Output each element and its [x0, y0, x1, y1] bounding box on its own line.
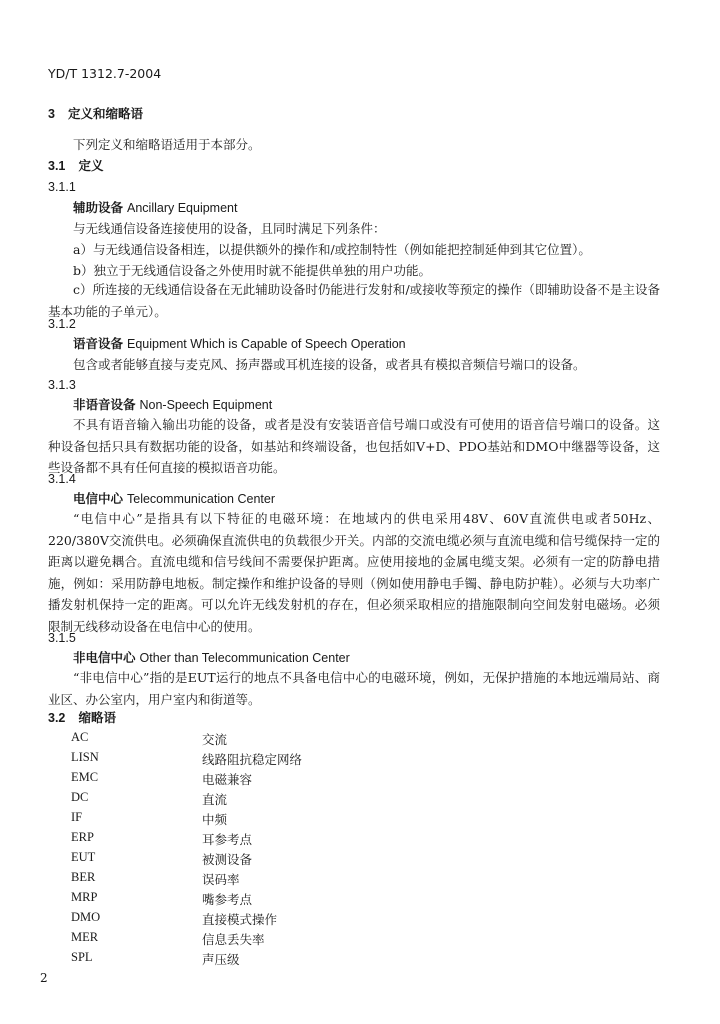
subsection-title: 缩略语	[78, 710, 116, 725]
abbreviation: LISN	[71, 750, 99, 764]
subsection-3-2-heading	[48, 710, 116, 726]
clause-3-1-3-term	[73, 397, 272, 413]
abbreviation-row	[71, 750, 371, 770]
abbreviation: EMC	[71, 770, 99, 784]
term-english: Non-Speech Equipment	[139, 398, 273, 412]
term-chinese: 非语音设备	[73, 397, 136, 412]
term-english: Telecommunication Center	[127, 492, 275, 506]
term-chinese: 非电信中心	[73, 650, 136, 665]
abbreviation: DMO	[71, 910, 101, 924]
clause-3-1-1-item-b: b）独立于无线通信设备之外使用时就不能提供单独的用户功能。	[73, 263, 432, 278]
abbreviation-definition: 声压级	[202, 952, 240, 967]
clause-3-1-4-number: 3.1.4	[48, 472, 76, 486]
abbreviation-row	[71, 950, 371, 970]
clause-3-1-1-item-a: a）与无线通信设备相连，以提供额外的操作和/或控制特性（例如能把控制延伸到其它位置）。	[73, 242, 591, 257]
section-title: 定义和缩略语	[68, 106, 144, 121]
abbreviation-definition: 被测设备	[202, 852, 253, 867]
clause-3-1-3-number: 3.1.3	[48, 378, 76, 392]
abbreviation-definition: 直接模式操作	[202, 912, 278, 927]
page-number: 2	[40, 971, 48, 985]
subsection-3-1-heading	[48, 158, 103, 174]
section-number: 3	[48, 107, 55, 121]
section-3-heading	[48, 106, 143, 122]
term-english: Equipment Which is Capable of Speech Operation	[127, 337, 406, 351]
abbreviation-row	[71, 870, 371, 890]
clause-3-1-4-term	[73, 491, 275, 507]
abbreviation-definition: 嘴参考点	[202, 892, 253, 907]
abbreviation-row	[71, 810, 371, 830]
abbreviation-definition: 线路阻抗稳定网络	[202, 752, 303, 767]
clause-3-1-5-term	[73, 650, 350, 666]
standard-code: YD/T 1312.7-2004	[48, 66, 162, 81]
clause-3-1-4-body: “电信中心”是指具有以下特征的电磁环境：在地域内的供电采用48V、60V直流供电或者50Hz、220/380V交流供电。必须确保直流供电的负载很少开关。内部的交流电缆必须与直流电缆和信号缆保持一定的距离以避免耦合。直流电缆和信号线间不需要保护距离。应使用接地的金属电缆支架。必须有一定的防静电措施，例如：采用防静电地板。制定操作和维护设备的导则（例如使用静电手镯、静电防护鞋）。必须与大功率广播发射机保持一定的距离。可以允许无线发射机的存在，但必须采取相应的措施限制向空间发射电磁场。必须限制无线移动设备在电信中心的使用。	[48, 511, 660, 634]
abbreviation: ERP	[71, 830, 94, 844]
abbreviation: AC	[71, 730, 89, 744]
abbreviation: EUT	[71, 850, 96, 864]
abbreviation-definition: 误码率	[202, 872, 240, 887]
abbreviation: MER	[71, 930, 99, 944]
abbreviation-definition: 中频	[202, 812, 228, 827]
clause-3-1-2-body: 包含或者能够直接与麦克风、扬声器或耳机连接的设备，或者具有模拟音频信号端口的设备。	[73, 357, 586, 372]
term-english: Ancillary Equipment	[127, 201, 238, 215]
abbreviation-definition: 耳参考点	[202, 832, 253, 847]
clause-3-1-2-term	[73, 336, 406, 352]
term-chinese: 语音设备	[73, 336, 124, 351]
clause-3-1-5-body: “非电信中心”指的是EUT运行的地点不具备电信中心的电磁环境，例如，无保护措施的本地远端局站、商业区、办公室内，用户室内和街道等。	[48, 670, 660, 707]
term-english: Other than Telecommunication Center	[139, 651, 350, 665]
subsection-title: 定义	[78, 158, 104, 173]
term-chinese: 电信中心	[73, 491, 124, 506]
term-chinese: 辅助设备	[73, 200, 124, 215]
abbreviation: DC	[71, 790, 89, 804]
clause-3-1-1-number: 3.1.1	[48, 180, 76, 194]
abbreviation-definition: 直流	[202, 792, 228, 807]
clause-3-1-1-body: 与无线通信设备连接使用的设备，且同时满足下列条件：	[73, 221, 386, 236]
abbreviation: SPL	[71, 950, 93, 964]
abbreviation: IF	[71, 810, 83, 824]
abbreviation-definition: 电磁兼容	[202, 772, 253, 787]
clause-3-1-2-number: 3.1.2	[48, 317, 76, 331]
section-3-intro: 下列定义和缩略语适用于本部分。	[73, 137, 261, 152]
abbreviation-row	[71, 730, 371, 750]
clause-3-1-1-item-c: c）所连接的无线通信设备在无此辅助设备时仍能进行发射和/或接收等预定的操作（即辅助设备不是主设备基本功能的子单元）。	[48, 282, 660, 319]
abbreviation: MRP	[71, 890, 98, 904]
abbreviation-row	[71, 930, 371, 950]
clause-3-1-1-term	[73, 200, 237, 216]
subsection-number: 3.2	[48, 711, 66, 725]
abbreviation: BER	[71, 870, 96, 884]
subsection-number: 3.1	[48, 159, 66, 173]
abbreviation-row	[71, 850, 371, 870]
abbreviation-row	[71, 830, 371, 850]
abbreviation-row	[71, 910, 371, 930]
abbreviation-row	[71, 770, 371, 790]
clause-3-1-5-number: 3.1.5	[48, 631, 76, 645]
abbreviation-row	[71, 790, 371, 810]
abbreviation-definition: 交流	[202, 732, 228, 747]
abbreviation-row	[71, 890, 371, 910]
clause-3-1-3-body: 不具有语音输入输出功能的设备，或者是没有安装语音信号端口或没有可使用的语音信号端口的设备。这种设备包括只具有数据功能的设备，如基站和终端设备，也包括如V+D、PDO基站和DMO中继器等设备，这些设备都不具有任何直接的模拟语音功能。	[48, 417, 660, 475]
abbreviation-definition: 信息丢失率	[202, 932, 265, 947]
